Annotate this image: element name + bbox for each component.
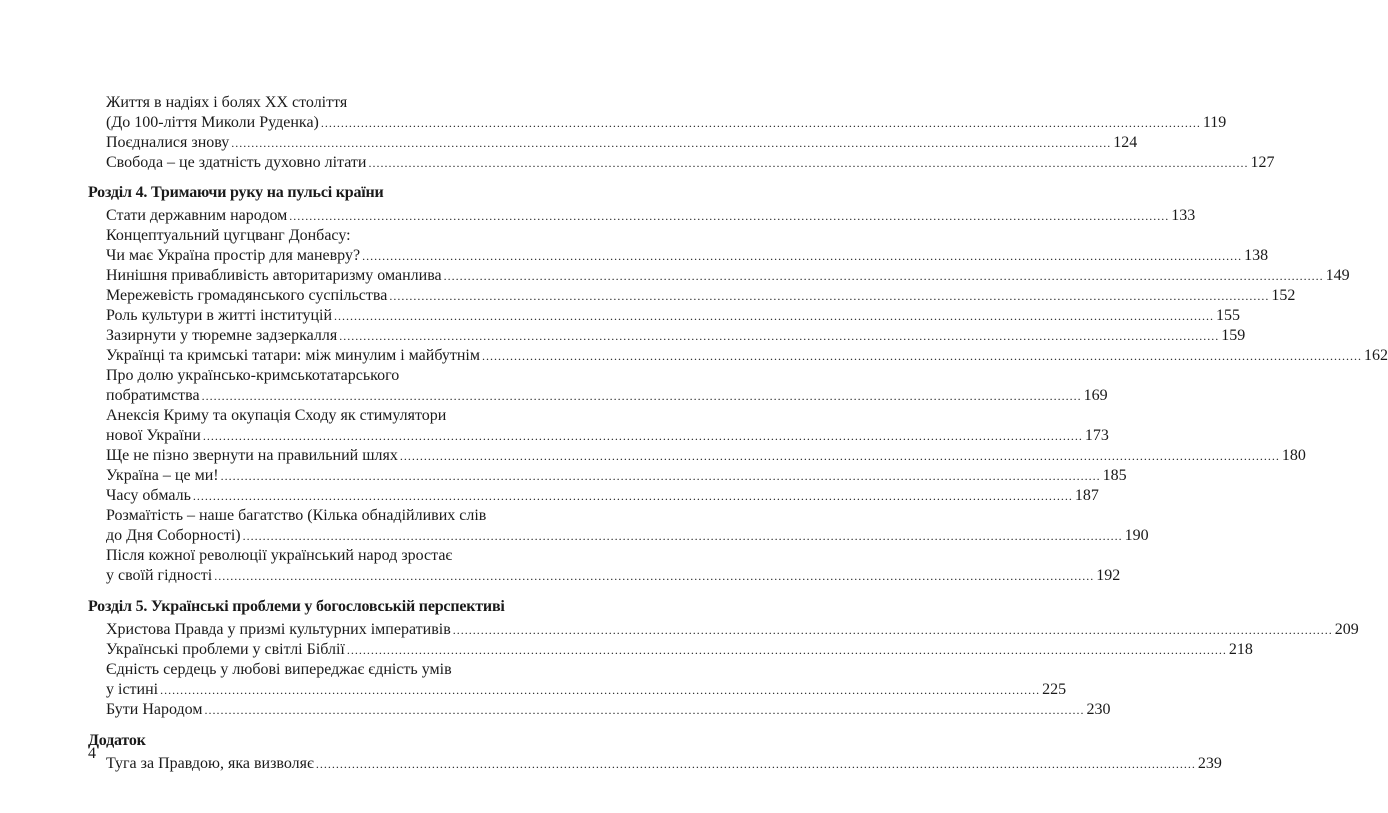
toc-entry-row	[106, 486, 1099, 506]
toc-entry-title-line: у своїй гідності	[106, 567, 213, 584]
toc-entry-title-line: (До 100-ліття Миколи Руденка)	[106, 114, 319, 131]
dot-leader: ............................................................................................................................................................................................................................	[362, 249, 1243, 263]
toc-entry-title-line: Ще не пізно звернути на правильний шлях	[106, 447, 398, 464]
dot-leader: ............................................................................................................................................................................................................................	[204, 703, 1085, 717]
toc-entry	[106, 133, 1138, 153]
toc-page-number: 127	[1250, 154, 1275, 171]
toc-entry-title-line: у істині	[106, 681, 159, 698]
dot-leader: ............................................................................................................................................................................................................................	[452, 623, 1333, 637]
toc-page-number: 138	[1244, 247, 1269, 264]
toc-entry-title-line: Роль культури в житті інституцій	[106, 307, 333, 324]
toc-entry	[106, 266, 1350, 286]
dot-leader: ............................................................................................................................................................................................................................	[339, 329, 1220, 343]
toc-entry-title-line: Українські проблеми у світлі Біблії	[106, 641, 345, 658]
toc-entry-title-line: Концептуальний цугцванг Донбасу:	[106, 227, 351, 244]
toc-page-number: 209	[1334, 621, 1359, 638]
toc-page-number: 230	[1086, 701, 1111, 718]
toc-entry-title-line: Єдність сердець у любові випереджає єдність умів	[106, 661, 452, 678]
dot-leader: ............................................................................................................................................................................................................................	[334, 309, 1215, 323]
dot-leader: ............................................................................................................................................................................................................................	[231, 136, 1112, 150]
toc-entry	[106, 286, 1296, 306]
dot-leader: ............................................................................................................................................................................................................................	[160, 683, 1041, 697]
toc-section	[88, 731, 1222, 774]
toc-entry-row	[106, 566, 1121, 586]
toc-entry-row	[106, 754, 1222, 774]
toc-entry-title-line: побратимства	[106, 387, 200, 404]
toc-entry	[106, 406, 1109, 446]
dot-leader: ............................................................................................................................................................................................................................	[481, 349, 1362, 363]
toc-page-number: 162	[1363, 347, 1388, 364]
toc-entry	[106, 700, 1111, 720]
section-title: Розділ 4. Тримаючи руку на пульсі країни	[88, 184, 384, 201]
toc-entry	[106, 153, 1275, 173]
toc-entry-list	[88, 620, 1359, 720]
toc-entry	[106, 620, 1359, 640]
toc-entry-title-line: Українці та кримські татари: між минулим і майбутнім	[106, 347, 480, 364]
toc-page-number: 133	[1171, 207, 1196, 224]
toc-entry-row	[106, 700, 1111, 720]
toc-entry-row	[106, 266, 1350, 286]
dot-leader: ............................................................................................................................................................................................................................	[389, 289, 1270, 303]
toc-page-number: 149	[1325, 267, 1350, 284]
toc-page-number: 187	[1074, 487, 1099, 504]
toc-entry	[106, 486, 1099, 506]
toc-entry-title-line: Часу обмаль	[106, 487, 191, 504]
toc-entry-title-line: Поєдналися знову	[106, 134, 230, 151]
toc-entry-row	[106, 206, 1196, 226]
toc-page-number: 239	[1197, 755, 1222, 772]
dot-leader: ............................................................................................................................................................................................................................	[368, 156, 1249, 170]
toc-entry-title-line: Життя в надіях і болях ХХ століття	[106, 94, 348, 111]
toc-page-number: 159	[1221, 327, 1246, 344]
toc-entry	[106, 546, 1121, 586]
toc-entry-title-line: Після кожної революції український народ зростає	[106, 547, 453, 564]
toc-entry-title-line: Зазирнути у тюремне задзеркалля	[106, 327, 338, 344]
toc-entry-title-line: Стати державним народом	[106, 207, 288, 224]
toc-entry-row	[106, 466, 1127, 486]
dot-leader: ............................................................................................................................................................................................................................	[220, 469, 1101, 483]
page-number: 4	[88, 745, 96, 762]
toc-entry	[106, 754, 1222, 774]
toc-entry-title-line: Про долю українсько-кримськотатарського	[106, 367, 400, 384]
dot-leader: ............................................................................................................................................................................................................................	[192, 489, 1073, 503]
dot-leader: ............................................................................................................................................................................................................................	[202, 429, 1083, 443]
toc-entry-title-line: до Дня Соборності)	[106, 527, 241, 544]
toc-page-number: 192	[1096, 567, 1121, 584]
toc-entry-title-line: Україна – це ми!	[106, 467, 219, 484]
dot-leader: ............................................................................................................................................................................................................................	[315, 757, 1196, 771]
toc-page-number: 218	[1228, 641, 1253, 658]
toc-entry	[106, 466, 1127, 486]
toc-page-number: 119	[1202, 114, 1227, 131]
dot-leader: ............................................................................................................................................................................................................................	[242, 529, 1123, 543]
toc-entry-title-line: Розмаїтість – наше багатство (Кілька обнадійливих слів	[106, 507, 487, 524]
toc-section	[88, 93, 1275, 173]
toc-entry	[106, 506, 1149, 546]
toc-entry	[106, 326, 1246, 346]
toc-page-number: 173	[1084, 427, 1109, 444]
toc-entry-title-line: Мережевість громадянського суспільства	[106, 287, 388, 304]
toc-entry-title-line: Туга за Правдою, яка визволяє	[106, 755, 314, 772]
toc-entry-title-line: Чи має Україна простір для маневру?	[106, 247, 361, 264]
toc-entry	[106, 206, 1196, 226]
toc-entry-list	[88, 206, 1388, 586]
toc-entry-row	[106, 286, 1296, 306]
toc-entry-row	[106, 620, 1359, 640]
dot-leader: ............................................................................................................................................................................................................................	[289, 209, 1170, 223]
dot-leader: ............................................................................................................................................................................................................................	[399, 449, 1280, 463]
toc-entry	[106, 366, 1108, 406]
toc-page-number: 225	[1042, 681, 1067, 698]
toc-page-number: 124	[1113, 134, 1138, 151]
toc-entry-title-line: Христова Правда у призмі культурних імперативів	[106, 621, 451, 638]
toc-entry	[106, 346, 1388, 366]
toc-page-number: 185	[1102, 467, 1127, 484]
toc-entry	[106, 93, 1227, 133]
table-of-contents	[88, 93, 1388, 774]
dot-leader: ............................................................................................................................................................................................................................	[443, 269, 1324, 283]
toc-entry-list	[88, 754, 1222, 774]
toc-entry-row	[106, 326, 1246, 346]
toc-entry-title-line: Анексія Криму та окупація Сходу як стимулятори	[106, 407, 447, 424]
dot-leader: ............................................................................................................................................................................................................................	[201, 389, 1082, 403]
toc-entry-row	[106, 306, 1241, 326]
toc-entry-row	[106, 133, 1138, 153]
toc-page-number: 169	[1083, 387, 1108, 404]
section-title: Додаток	[88, 732, 146, 749]
toc-entry-row	[106, 346, 1388, 366]
dot-leader: ............................................................................................................................................................................................................................	[214, 569, 1095, 583]
toc-entry-title-line: Нинішня привабливість авторитаризму оманлива	[106, 267, 442, 284]
toc-page-number: 152	[1271, 287, 1296, 304]
toc-entry-row	[106, 426, 1109, 446]
toc-entry-row	[106, 113, 1227, 133]
toc-entry-row	[106, 446, 1306, 466]
section-title: Розділ 5. Українські проблеми у богословській перспективі	[88, 598, 505, 615]
toc-entry-row	[106, 246, 1269, 266]
toc-entry-row	[106, 680, 1067, 700]
toc-entry-title-line: Свобода – це здатність духовно літати	[106, 154, 367, 171]
toc-entry-row	[106, 153, 1275, 173]
toc-entry	[106, 306, 1241, 326]
toc-entry-row	[106, 386, 1108, 406]
toc-page-number: 155	[1216, 307, 1241, 324]
toc-entry-row	[106, 640, 1253, 660]
toc-page-number: 190	[1124, 527, 1149, 544]
toc-section	[88, 597, 1359, 720]
toc-entry-row	[106, 526, 1149, 546]
toc-entry	[106, 226, 1269, 266]
toc-entry	[106, 660, 1067, 700]
toc-page-number: 180	[1281, 447, 1306, 464]
toc-entry	[106, 640, 1253, 660]
dot-leader: ............................................................................................................................................................................................................................	[320, 116, 1201, 130]
dot-leader: ............................................................................................................................................................................................................................	[346, 643, 1227, 657]
toc-entry-list	[88, 93, 1275, 173]
toc-section	[88, 183, 1388, 586]
toc-entry-title-line: Бути Народом	[106, 701, 203, 718]
toc-entry	[106, 446, 1306, 466]
toc-entry-title-line: нової України	[106, 427, 201, 444]
